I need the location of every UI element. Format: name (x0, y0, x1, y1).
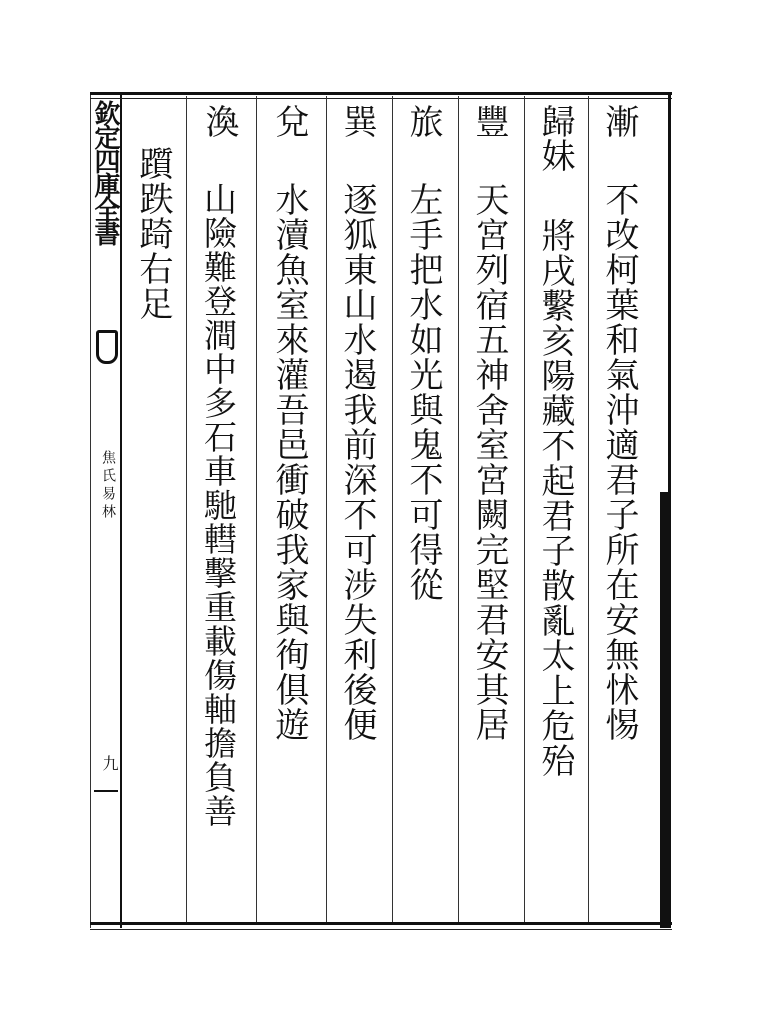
margin-page-number: 九 (100, 755, 119, 771)
margin-book-title: 焦氏易林 (100, 450, 116, 522)
verse-text-lu: 左手把水如光與鬼不可得從 (403, 182, 443, 602)
hexagram-heading-huan: 渙 (199, 104, 239, 138)
frame-left-line (120, 92, 122, 928)
column-rule (326, 96, 327, 922)
hexagram-heading-jian: 漸 (599, 104, 639, 138)
hexagram-heading-xun: 巽 (337, 104, 377, 138)
page-number-tick (94, 790, 118, 792)
frame-right-line (668, 92, 671, 928)
verse-text-huan: 山險難登澗中多石車馳轊擊重載傷軸擔負善 (199, 182, 238, 828)
margin-collection-title: 欽定四庫全書 (90, 100, 120, 244)
column-rule (588, 96, 589, 922)
hexagram-heading-guimei: 歸妹 (535, 104, 575, 172)
fish-tail-mark-icon (96, 330, 118, 364)
frame-top-line (90, 92, 672, 95)
verse-text-continuation: 躓跌踦右足 (133, 146, 173, 321)
column-rule (256, 96, 257, 922)
column-rule (458, 96, 459, 922)
column-rule (392, 96, 393, 922)
hexagram-heading-feng: 豐 (469, 104, 509, 138)
frame-right-thick-line (660, 492, 668, 928)
verse-text-jian: 不改柯葉和氣沖適君子所在安無怵惕 (599, 182, 639, 742)
column-rule (524, 96, 525, 922)
frame-bottom-line (90, 922, 672, 925)
verse-text-dui: 水瀆魚室來灌吾邑衝破我家與徇俱遊 (269, 182, 309, 742)
verse-text-xun: 逐狐東山水遏我前深不可涉失利後便 (337, 182, 377, 742)
frame-bottom-inner-line (90, 929, 672, 930)
column-rule (186, 96, 187, 922)
verse-text-guimei: 將戌繫亥陽藏不起君子散亂太上危殆 (535, 218, 575, 778)
verse-text-feng: 天宮列宿五神舍室宮闕完堅君安其居 (469, 182, 509, 742)
hexagram-heading-dui: 兌 (269, 104, 309, 138)
frame-top-inner-line (90, 98, 672, 99)
hexagram-heading-lu: 旅 (403, 104, 443, 138)
